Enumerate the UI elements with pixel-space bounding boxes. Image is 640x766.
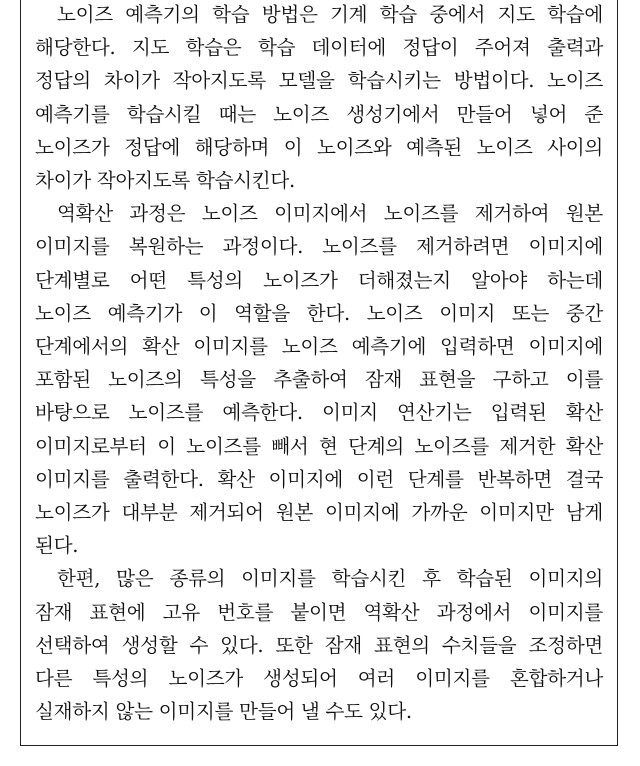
text-line: 바탕으로 노이즈를 예측한다. 이미지 연산기는 입력된 확산	[35, 401, 603, 425]
text-line: 차이가 작아지도록 학습시킨다.	[35, 169, 295, 193]
text-line: 된다.	[35, 534, 79, 558]
text-line: 노이즈 예측기가 이 역할을 한다. 노이즈 이미지 또는 중간	[35, 301, 603, 325]
text-line: 이미지를 출력한다. 확산 이미지에 이런 단계를 반복하면 결국	[35, 467, 603, 491]
text-line: 역확산 과정은 노이즈 이미지에서 노이즈를 제거하여 원본	[57, 202, 603, 226]
passage-box	[20, 0, 618, 746]
text-line: 다른 특성의 노이즈가 생성되어 여러 이미지를 혼합하거나	[35, 667, 603, 691]
text-line: 예측기를 학습시킬 때는 노이즈 생성기에서 만들어 넣어 준	[35, 102, 603, 126]
paragraph-3	[35, 562, 603, 728]
text-line: 이미지를 복원하는 과정이다. 노이즈를 제거하려면 이미지에	[35, 235, 603, 259]
text-line: 한편, 많은 종류의 이미지를 학습시킨 후 학습된 이미지의	[57, 567, 603, 591]
paragraph-1	[35, 0, 603, 197]
text-line: 노이즈가 정답에 해당하며 이 노이즈와 예측된 노이즈 사이의	[35, 135, 603, 159]
text-line: 이미지로부터 이 노이즈를 빼서 현 단계의 노이즈를 제거한 확산	[35, 434, 603, 458]
text-line: 포함된 노이즈의 특성을 추출하여 잠재 표현을 구하고 이를	[35, 368, 603, 392]
paragraph-2	[35, 197, 603, 562]
text-line: 단계에서의 확산 이미지를 노이즈 예측기에 입력하면 이미지에	[35, 335, 603, 359]
text-line: 해당한다. 지도 학습은 학습 데이터에 정답이 주어져 출력과	[35, 36, 603, 60]
text-line: 잠재 표현에 고유 번호를 붙이면 역확산 과정에서 이미지를	[35, 600, 603, 624]
text-line: 노이즈 예측기의 학습 방법은 기계 학습 중에서 지도 학습에	[57, 3, 603, 26]
text-line: 실재하지 않는 이미지를 만들어 낼 수도 있다.	[35, 700, 412, 724]
text-line: 노이즈가 대부분 제거되어 원본 이미지에 가까운 이미지만 남게	[35, 501, 603, 525]
text-line: 정답의 차이가 작아지도록 모델을 학습시키는 방법이다. 노이즈	[35, 69, 603, 93]
text-line: 선택하여 생성할 수 있다. 또한 잠재 표현의 수치들을 조정하면	[35, 633, 603, 657]
text-line: 단계별로 어떤 특성의 노이즈가 더해졌는지 알아야 하는데	[35, 268, 603, 292]
